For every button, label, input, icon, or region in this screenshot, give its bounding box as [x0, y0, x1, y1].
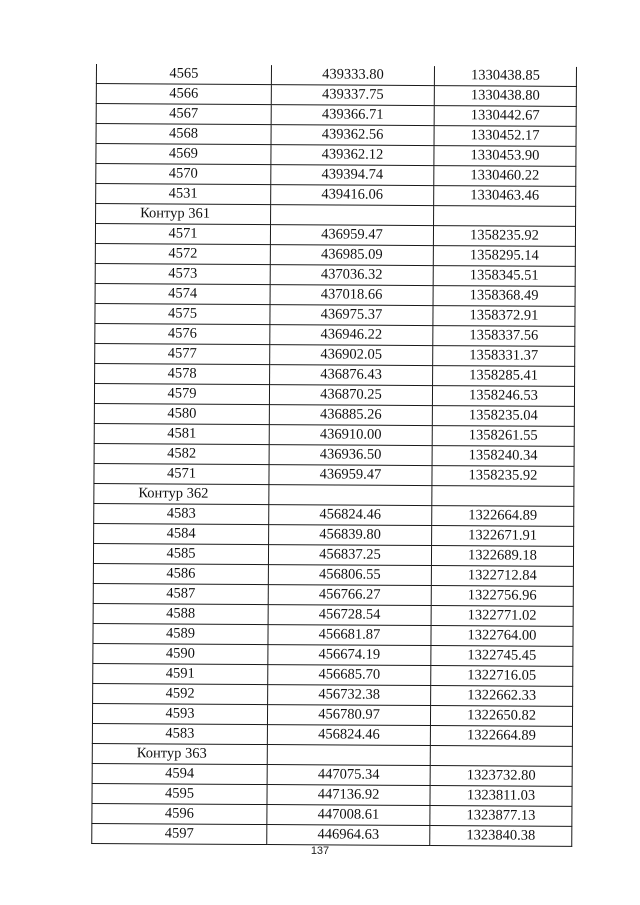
point-number-cell: 4591: [93, 663, 268, 684]
point-number-cell: 4573: [95, 263, 270, 284]
y-coordinate-cell: 1322712.84: [431, 566, 573, 587]
x-coordinate-cell: 456806.55: [268, 565, 431, 586]
empty-cell: [430, 746, 572, 767]
y-coordinate-cell: 1330438.80: [434, 86, 576, 107]
point-number-cell: 4566: [96, 84, 271, 105]
contour-label: Контур 361: [96, 204, 271, 225]
y-coordinate-cell: 1330438.85: [434, 66, 576, 86]
y-coordinate-cell: 1322745.45: [431, 646, 573, 667]
x-coordinate-cell: 436902.05: [270, 345, 433, 366]
y-coordinate-cell: 1323877.13: [430, 806, 572, 827]
y-coordinate-cell: 1358368.49: [433, 286, 575, 307]
point-number-cell: 4570: [96, 164, 271, 185]
x-coordinate-cell: 447008.61: [267, 805, 430, 826]
x-coordinate-cell: 439366.71: [271, 105, 434, 126]
x-coordinate-cell: 437036.32: [270, 265, 433, 286]
point-number-cell: 4576: [95, 323, 270, 344]
y-coordinate-cell: 1358235.92: [433, 226, 575, 247]
point-number-cell: 4569: [96, 144, 271, 165]
page-number: 137: [310, 845, 330, 857]
x-coordinate-cell: 456728.54: [268, 605, 431, 626]
point-number-cell: 4572: [95, 243, 270, 264]
x-coordinate-cell: 456780.97: [267, 705, 430, 726]
point-number-cell: 4597: [92, 823, 267, 844]
x-coordinate-cell: 456732.38: [268, 685, 431, 706]
contour-label: Контур 362: [94, 483, 269, 504]
point-number-cell: 4582: [94, 443, 269, 464]
contour-label: Контур 363: [92, 743, 267, 764]
coordinates-table: [91, 64, 577, 847]
y-coordinate-cell: 1322662.33: [431, 686, 573, 707]
point-number-cell: 4581: [94, 423, 269, 444]
point-number-cell: 4583: [94, 503, 269, 524]
x-coordinate-cell: 439394.74: [271, 165, 434, 186]
y-coordinate-cell: 1358235.04: [432, 406, 574, 427]
point-number-cell: 4596: [92, 803, 267, 824]
y-coordinate-cell: 1358295.14: [433, 246, 575, 267]
point-number-cell: 4531: [96, 184, 271, 205]
point-number-cell: 4571: [94, 463, 269, 484]
y-coordinate-cell: 1358372.91: [433, 306, 575, 327]
point-number-cell: 4584: [94, 523, 269, 544]
point-number-cell: 4577: [95, 343, 270, 364]
x-coordinate-cell: 456681.87: [268, 625, 431, 646]
empty-cell: [267, 745, 430, 766]
empty-cell: [434, 206, 576, 227]
y-coordinate-cell: 1330452.17: [434, 126, 576, 147]
x-coordinate-cell: 436910.00: [269, 425, 432, 446]
x-coordinate-cell: 436876.43: [270, 365, 433, 386]
x-coordinate-cell: 439337.75: [271, 85, 434, 106]
contour-header-row: [94, 483, 574, 506]
x-coordinate-cell: 456837.25: [268, 545, 431, 566]
point-number-cell: 4593: [92, 703, 267, 724]
x-coordinate-cell: 436870.25: [269, 385, 432, 406]
y-coordinate-cell: 1323811.03: [430, 786, 572, 807]
y-coordinate-cell: 1358235.92: [432, 466, 574, 487]
x-coordinate-cell: 436959.47: [270, 225, 433, 246]
y-coordinate-cell: 1358345.51: [433, 266, 575, 287]
y-coordinate-cell: 1322764.00: [431, 626, 573, 647]
point-number-cell: 4568: [96, 124, 271, 145]
point-number-cell: 4583: [92, 723, 267, 744]
y-coordinate-cell: 1322756.96: [431, 586, 573, 607]
coordinates-table-body: [92, 64, 577, 846]
x-coordinate-cell: 456674.19: [268, 645, 431, 666]
point-number-cell: 4589: [93, 623, 268, 644]
y-coordinate-cell: 1323732.80: [430, 766, 572, 787]
y-coordinate-cell: 1322664.89: [430, 726, 572, 747]
y-coordinate-cell: 1358246.53: [432, 386, 574, 407]
point-number-cell: 4590: [93, 643, 268, 664]
x-coordinate-cell: 436885.26: [269, 405, 432, 426]
contour-header-row: [96, 204, 576, 227]
empty-cell: [269, 485, 432, 506]
point-number-cell: 4592: [93, 683, 268, 704]
point-number-cell: 4579: [94, 383, 269, 404]
x-coordinate-cell: 439362.56: [271, 125, 434, 146]
point-number-cell: 4594: [92, 763, 267, 784]
point-number-cell: 4565: [96, 64, 271, 85]
y-coordinate-cell: 1358261.55: [432, 426, 574, 447]
point-number-cell: 4578: [95, 363, 270, 384]
y-coordinate-cell: 1322650.82: [430, 706, 572, 727]
point-number-cell: 4575: [95, 303, 270, 324]
x-coordinate-cell: 439416.06: [271, 185, 434, 206]
x-coordinate-cell: 456824.46: [267, 725, 430, 746]
empty-cell: [271, 205, 434, 226]
point-number-cell: 4567: [96, 104, 271, 125]
x-coordinate-cell: 456685.70: [268, 665, 431, 686]
point-number-cell: 4588: [93, 603, 268, 624]
x-coordinate-cell: 456766.27: [268, 585, 431, 606]
y-coordinate-cell: 1322771.02: [431, 606, 573, 627]
y-coordinate-cell: 1358240.34: [432, 446, 574, 467]
point-number-cell: 4585: [93, 543, 268, 564]
y-coordinate-cell: 1330460.22: [434, 166, 576, 187]
y-coordinate-cell: 1322716.05: [431, 666, 573, 687]
x-coordinate-cell: 456839.80: [269, 525, 432, 546]
x-coordinate-cell: 439333.80: [271, 65, 434, 85]
x-coordinate-cell: 436959.47: [269, 465, 432, 486]
y-coordinate-cell: 1358337.56: [433, 326, 575, 347]
y-coordinate-cell: 1330453.90: [434, 146, 576, 167]
point-number-cell: 4587: [93, 583, 268, 604]
point-number-cell: 4586: [93, 563, 268, 584]
y-coordinate-cell: 1330463.46: [434, 186, 576, 207]
y-coordinate-cell: 1330442.67: [434, 106, 576, 127]
point-number-cell: 4595: [92, 783, 267, 804]
x-coordinate-cell: 437018.66: [270, 285, 433, 306]
y-coordinate-cell: 1358331.37: [433, 346, 575, 367]
x-coordinate-cell: 456824.46: [269, 505, 432, 526]
x-coordinate-cell: 436936.50: [269, 445, 432, 466]
table-row: [92, 823, 572, 846]
point-number-cell: 4571: [95, 224, 270, 245]
x-coordinate-cell: 447075.34: [267, 765, 430, 786]
x-coordinate-cell: 447136.92: [267, 785, 430, 806]
y-coordinate-cell: 1322671.91: [432, 526, 574, 547]
y-coordinate-cell: 1358285.41: [433, 366, 575, 387]
x-coordinate-cell: 439362.12: [271, 145, 434, 166]
y-coordinate-cell: 1322664.89: [432, 506, 574, 527]
point-number-cell: 4580: [94, 403, 269, 424]
x-coordinate-cell: 436946.22: [270, 325, 433, 346]
y-coordinate-cell: 1323840.38: [430, 826, 572, 847]
x-coordinate-cell: 436975.37: [270, 305, 433, 326]
x-coordinate-cell: 446964.63: [267, 825, 430, 846]
point-number-cell: 4574: [95, 283, 270, 304]
y-coordinate-cell: 1322689.18: [431, 546, 573, 567]
empty-cell: [432, 486, 574, 507]
contour-header-row: [92, 743, 572, 766]
x-coordinate-cell: 436985.09: [270, 245, 433, 266]
